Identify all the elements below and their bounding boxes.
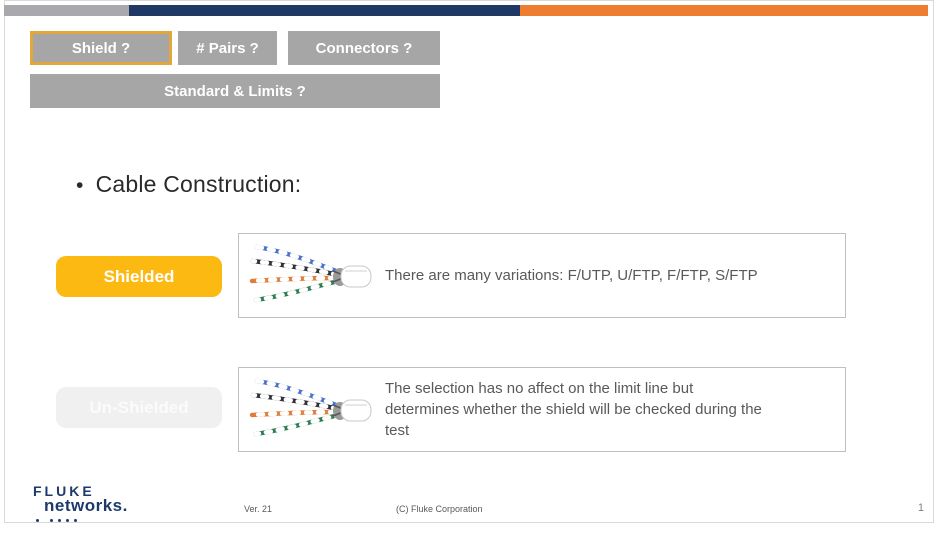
nav-button-pairs[interactable] <box>178 31 277 65</box>
nav-button-connectors-label: Connectors ? <box>315 39 413 57</box>
nav-button-shield-label: Shield ? <box>71 39 131 57</box>
nav-button-shield[interactable] <box>30 31 172 65</box>
logo-fluke-text: FLUKE <box>33 483 95 499</box>
slide-title <box>76 171 301 198</box>
fluke-networks-logo <box>30 483 128 522</box>
cable-image-shielded <box>239 240 385 312</box>
unshielded-description-box <box>238 367 846 452</box>
nav-button-pairs-label: # Pairs ? <box>196 39 259 57</box>
accent-bar-gray-segment <box>4 5 129 16</box>
unshielded-description-text: The selection has no affect on the limit line but determines whether the shield will be checked during the test <box>385 380 762 439</box>
shielded-button-label: Shielded <box>103 266 175 286</box>
top-accent-bar <box>4 5 928 16</box>
bullet-icon: • <box>76 174 84 197</box>
shielded-description-box <box>238 233 846 318</box>
footer-version: Ver. 21 <box>244 504 273 514</box>
logo-dots-icon <box>36 518 128 522</box>
nav-button-standard-limits-label: Standard & Limits ? <box>164 82 306 100</box>
accent-bar-navy-segment <box>129 5 520 16</box>
nav-button-standard-limits[interactable] <box>30 74 440 108</box>
twisted-pair-cable-icon <box>249 240 373 312</box>
accent-bar-orange-segment <box>520 5 928 16</box>
unshielded-button-label: Un-Shielded <box>89 397 189 417</box>
slide-title-text: Cable Construction: <box>95 171 302 197</box>
logo-networks-text: networks. <box>44 496 128 515</box>
nav-button-connectors[interactable] <box>288 31 440 65</box>
unshielded-button[interactable] <box>56 387 222 428</box>
footer-copyright: (C) Fluke Corporation <box>396 504 483 514</box>
shielded-description-text: There are many variations: F/UTP, U/FTP, F/FTP, S/FTP <box>385 267 758 284</box>
twisted-pair-cable-icon <box>249 374 373 446</box>
cable-image-unshielded <box>239 374 385 446</box>
page-number: 1 <box>917 502 924 514</box>
shielded-button[interactable] <box>56 256 222 297</box>
